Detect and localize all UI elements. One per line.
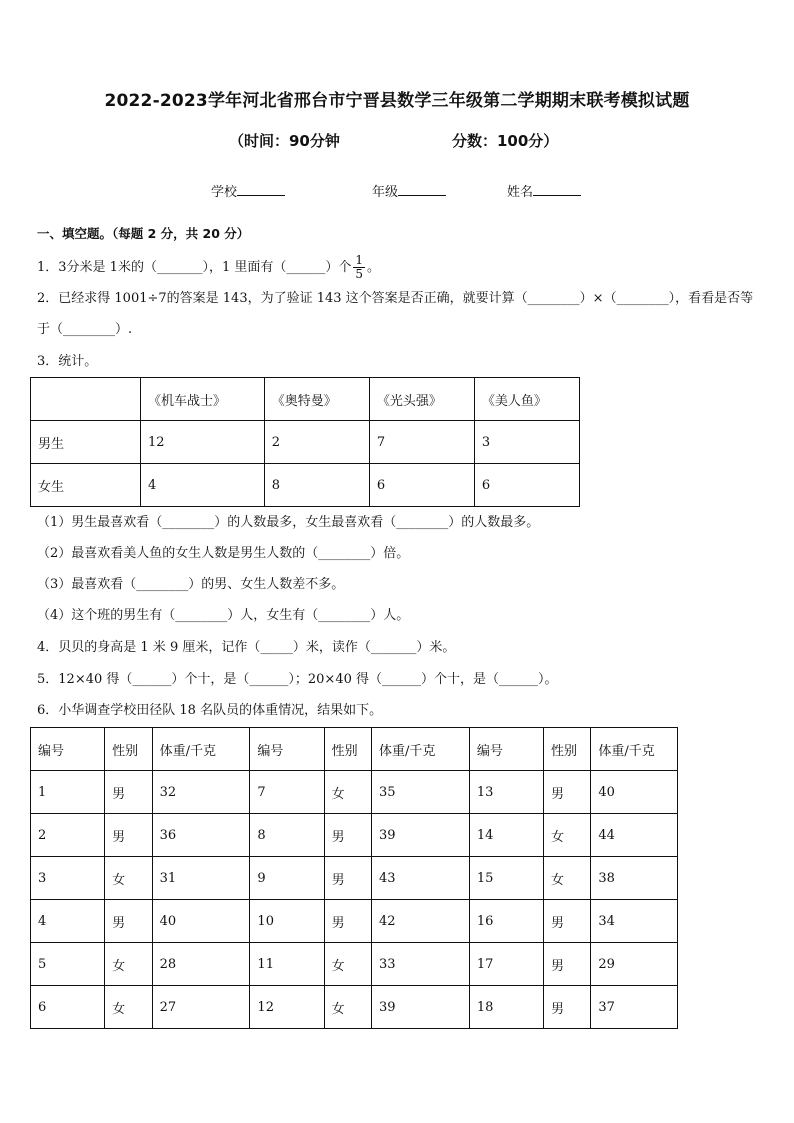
table-cell: 6 xyxy=(474,464,579,507)
table-cell: 42 xyxy=(371,900,469,943)
section-heading: 一、填空题。（每题 2 分，共 20 分） xyxy=(37,226,250,241)
table-cell: 编号 xyxy=(469,728,543,771)
table-cell: 6 xyxy=(369,464,474,507)
table-cell: 40 xyxy=(152,900,250,943)
table-row xyxy=(31,857,678,900)
question-1-text: 1．3分米是 1米的（_______），1 里面有（______）个 xyxy=(37,260,352,275)
table-cell: 编号 xyxy=(250,728,324,771)
table-cell: 44 xyxy=(591,814,678,857)
question-1-end: 。 xyxy=(367,260,381,275)
table-cell: 女 xyxy=(105,857,152,900)
table-cell: 7 xyxy=(250,771,324,814)
question-1 xyxy=(37,254,380,281)
table-cell: 29 xyxy=(591,943,678,986)
table-cell: 3 xyxy=(31,857,105,900)
question-3-1: （1）男生最喜欢看（________）的人数最多，女生最喜欢看（________）的人数最多。 xyxy=(37,515,540,530)
table-cell: 女 xyxy=(324,771,371,814)
table-cell: 2 xyxy=(264,421,369,464)
page-title: 2022-2023学年河北省邢台市宁晋县数学三年级第二学期期末联考模拟试题 xyxy=(104,91,690,111)
table-row xyxy=(31,421,580,464)
question-2: 2．已经求得 1001÷7的答案是 143，为了验证 143 这个答案是否正确，就要计算（________）×（________），看看是否等于（________）. xyxy=(37,291,754,337)
table-cell: 40 xyxy=(591,771,678,814)
question-3: 3．统计。 xyxy=(37,354,98,369)
table-cell: 31 xyxy=(152,857,250,900)
table-header-row xyxy=(31,378,580,421)
table-cell: 男 xyxy=(544,986,591,1029)
table-row xyxy=(31,986,678,1029)
table-cell: 39 xyxy=(371,986,469,1029)
table-cell: 11 xyxy=(250,943,324,986)
table-cell: 《机车战士》 xyxy=(141,378,265,421)
table-cell: 18 xyxy=(469,986,543,1029)
table-cell: 16 xyxy=(469,900,543,943)
exam-time: （时间：90分钟 xyxy=(229,132,340,150)
table-cell: 39 xyxy=(371,814,469,857)
table-cell: 编号 xyxy=(31,728,105,771)
table-cell: 《奥特曼》 xyxy=(264,378,369,421)
table-cell: 《美人鱼》 xyxy=(474,378,579,421)
table-cell: 12 xyxy=(250,986,324,1029)
table-cell: 43 xyxy=(371,857,469,900)
table-cell: 男 xyxy=(324,900,371,943)
grade-blank[interactable] xyxy=(398,183,446,196)
table-cell: 33 xyxy=(371,943,469,986)
table-cell: 男 xyxy=(105,814,152,857)
table-cell: 9 xyxy=(250,857,324,900)
table-cell: 性别 xyxy=(324,728,371,771)
table-cell: 4 xyxy=(31,900,105,943)
table-cell: 12 xyxy=(141,421,265,464)
question-3-3: （3）最喜欢看（________）的男、女生人数差不多。 xyxy=(37,577,345,592)
table-cell: 男 xyxy=(105,771,152,814)
table-cell: 男 xyxy=(105,900,152,943)
fraction-numerator: 1 xyxy=(355,253,363,267)
table-cell: 3 xyxy=(474,421,579,464)
table-cell: 36 xyxy=(152,814,250,857)
table-cell: 2 xyxy=(31,814,105,857)
school-label: 学校 xyxy=(211,185,238,200)
table-cell: 体重/千克 xyxy=(591,728,678,771)
table-row xyxy=(31,943,678,986)
table-cell: 37 xyxy=(591,986,678,1029)
table-cell: 14 xyxy=(469,814,543,857)
school-blank[interactable] xyxy=(237,183,285,196)
table-cell: 7 xyxy=(369,421,474,464)
table-cell: 13 xyxy=(469,771,543,814)
table-row xyxy=(31,771,678,814)
table-cell: 女 xyxy=(544,857,591,900)
table-cell: 8 xyxy=(264,464,369,507)
school-field xyxy=(211,181,285,200)
table-cell: 5 xyxy=(31,943,105,986)
table-row xyxy=(31,814,678,857)
exam-score: 分数：100分） xyxy=(452,132,559,150)
table-cell: 女 xyxy=(105,986,152,1029)
table-cell: 女 xyxy=(105,943,152,986)
table-cell: 性别 xyxy=(105,728,152,771)
name-label: 姓名 xyxy=(507,185,534,200)
table-cell: 男生 xyxy=(31,421,141,464)
table-cell: 15 xyxy=(469,857,543,900)
table-cell: 10 xyxy=(250,900,324,943)
table-cell: 男 xyxy=(544,900,591,943)
name-blank[interactable] xyxy=(533,183,581,196)
table-cell: 34 xyxy=(591,900,678,943)
table-cell: 性别 xyxy=(544,728,591,771)
table-cell: 38 xyxy=(591,857,678,900)
table-cell: 27 xyxy=(152,986,250,1029)
table-cell: 35 xyxy=(371,771,469,814)
table-cell: 体重/千克 xyxy=(152,728,250,771)
fraction-one-fifth xyxy=(353,254,365,281)
table-cell: 6 xyxy=(31,986,105,1029)
table-cell: 女生 xyxy=(31,464,141,507)
fraction-denominator: 5 xyxy=(355,267,363,281)
table-cell: 1 xyxy=(31,771,105,814)
table-cell: 女 xyxy=(324,943,371,986)
table-cell: 男 xyxy=(544,943,591,986)
table-header-row xyxy=(31,728,678,771)
table-cell xyxy=(31,378,141,421)
table-cell: 女 xyxy=(324,986,371,1029)
question-3-2: （2）最喜欢看美人鱼的女生人数是男生人数的（________）倍。 xyxy=(37,546,410,561)
table-cell: 4 xyxy=(141,464,265,507)
table-cell: 17 xyxy=(469,943,543,986)
name-field xyxy=(507,181,581,200)
grade-label: 年级 xyxy=(372,185,399,200)
question-3-4: （4）这个班的男生有（________）人，女生有（________）人。 xyxy=(37,608,410,623)
stats-table xyxy=(30,377,580,507)
grade-field xyxy=(372,181,446,200)
table-row xyxy=(31,464,580,507)
question-6: 6．小华调查学校田径队 18 名队员的体重情况，结果如下。 xyxy=(37,703,383,718)
question-5: 5．12×40 得（______）个十，是（______）；20×40 得（______）个十，是（______）。 xyxy=(37,672,558,687)
table-cell: 男 xyxy=(324,857,371,900)
table-cell: 《光头强》 xyxy=(369,378,474,421)
table-cell: 男 xyxy=(324,814,371,857)
table-cell: 女 xyxy=(544,814,591,857)
weight-table xyxy=(30,727,678,1029)
table-row xyxy=(31,900,678,943)
question-4: 4．贝贝的身高是 1 米 9 厘米，记作（_____）米，读作（_______）米。 xyxy=(37,640,456,655)
table-cell: 体重/千克 xyxy=(371,728,469,771)
table-cell: 28 xyxy=(152,943,250,986)
table-cell: 男 xyxy=(544,771,591,814)
table-cell: 8 xyxy=(250,814,324,857)
table-cell: 32 xyxy=(152,771,250,814)
